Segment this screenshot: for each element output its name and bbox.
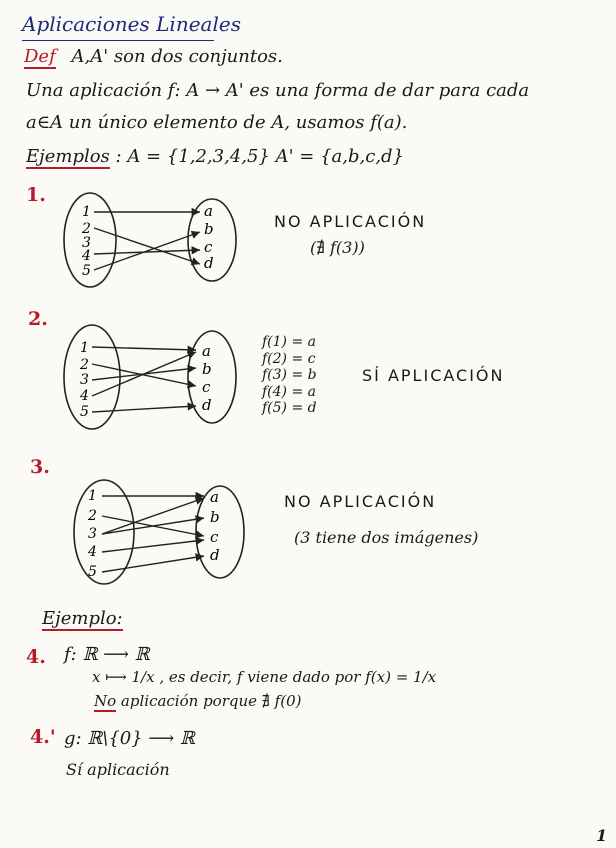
definition-line3: a∈A un único elemento de A, usamos f(a). xyxy=(26,112,408,133)
example2-left-2: 2 xyxy=(80,357,89,373)
example2-map-2: f(2) = c xyxy=(262,350,316,367)
example3-left-2: 2 xyxy=(88,508,97,524)
example2-right-b: b xyxy=(202,360,212,378)
example1-right-d: d xyxy=(204,254,214,272)
example2-map-3: f(3) = b xyxy=(262,367,317,383)
example3-note: (3 tiene dos imágenes) xyxy=(294,528,479,547)
example1-verdict: NO APLICACIÓN xyxy=(274,212,427,231)
example3-diagram xyxy=(72,476,262,588)
example2-map-4: f(4) = a xyxy=(262,383,316,400)
definition-text-1: A,A' son dos conjuntos. xyxy=(71,46,283,67)
example1-left-3: 3 xyxy=(82,235,91,251)
example1-left-4: 4 xyxy=(82,248,91,264)
ejemplo-label: Ejemplo: xyxy=(42,608,123,629)
example2-left-5: 5 xyxy=(80,404,89,420)
example2-mappings xyxy=(262,334,317,417)
example1-right-c: c xyxy=(204,238,213,256)
page-title: Aplicaciones Lineales xyxy=(22,12,241,36)
example1-left-5: 5 xyxy=(82,263,91,279)
example1-note: (∄ f(3)) xyxy=(310,238,365,257)
example3-right-a: a xyxy=(210,488,219,506)
examples-label: Ejemplos xyxy=(26,146,110,167)
example1-right-b: b xyxy=(204,220,214,238)
definition-label: Def xyxy=(24,46,56,67)
example3-left-3: 3 xyxy=(88,526,97,542)
example2-map-1: f(1) = a xyxy=(262,334,316,350)
example4-line3-rest: aplicación porque ∄ f(0) xyxy=(116,692,302,710)
example2-left-4: 4 xyxy=(80,388,89,404)
example4-number: 4. xyxy=(26,646,46,668)
example2-number: 2. xyxy=(28,308,48,330)
example1-left-2: 2 xyxy=(82,221,91,237)
examples-sets: A = {1,2,3,4,5} A' = {a,b,c,d} xyxy=(127,146,405,167)
example3-right-b: b xyxy=(210,508,220,526)
example2-left-1: 1 xyxy=(80,340,89,356)
example4-no: No xyxy=(94,692,117,710)
example3-number: 3. xyxy=(30,456,50,478)
ejemplo-heading xyxy=(42,608,123,629)
example1-left-1: 1 xyxy=(82,204,91,220)
definition-line2: Una aplicación f: A → A' es una forma de dar para cada xyxy=(26,80,530,101)
example2-map-5: f(5) = d xyxy=(262,400,317,416)
title-underline xyxy=(22,40,214,41)
example1-diagram xyxy=(62,190,252,290)
example1-left-labels xyxy=(81,204,91,279)
example2-right-d: d xyxy=(202,396,212,414)
page-number: 1 xyxy=(596,826,608,845)
example3-verdict: NO APLICACIÓN xyxy=(284,492,437,511)
example2-right-a: a xyxy=(202,342,211,360)
example4-line1: f: ℝ ⟶ ℝ xyxy=(64,644,150,665)
example4b-line1: g: ℝ\{0} ⟶ ℝ xyxy=(64,728,195,749)
example2-right-c: c xyxy=(202,378,211,396)
example4b-number: 4.' xyxy=(30,726,56,748)
example1-right-a: a xyxy=(204,202,213,220)
definition-line1 xyxy=(24,46,283,67)
example4-line2: x ⟼ 1/x , es decir, f viene dado por f(x) = 1/x xyxy=(92,668,437,686)
example4b-line2: Sí aplicación xyxy=(66,760,170,779)
example2-verdict: SÍ APLICACIÓN xyxy=(362,366,505,385)
example3-left-1: 1 xyxy=(88,488,97,504)
example3-right-d: d xyxy=(210,546,220,564)
example3-right-c: c xyxy=(210,528,219,546)
examples-heading: Ejemplos : A = {1,2,3,4,5} A' = {a,b,c,d} xyxy=(26,146,405,167)
example3-left-5: 5 xyxy=(88,564,97,580)
example3-left-4: 4 xyxy=(88,544,97,560)
example2-left-3: 3 xyxy=(80,372,89,388)
example1-number: 1. xyxy=(26,184,46,206)
example2-diagram xyxy=(62,322,252,432)
example4-line3 xyxy=(94,692,301,710)
